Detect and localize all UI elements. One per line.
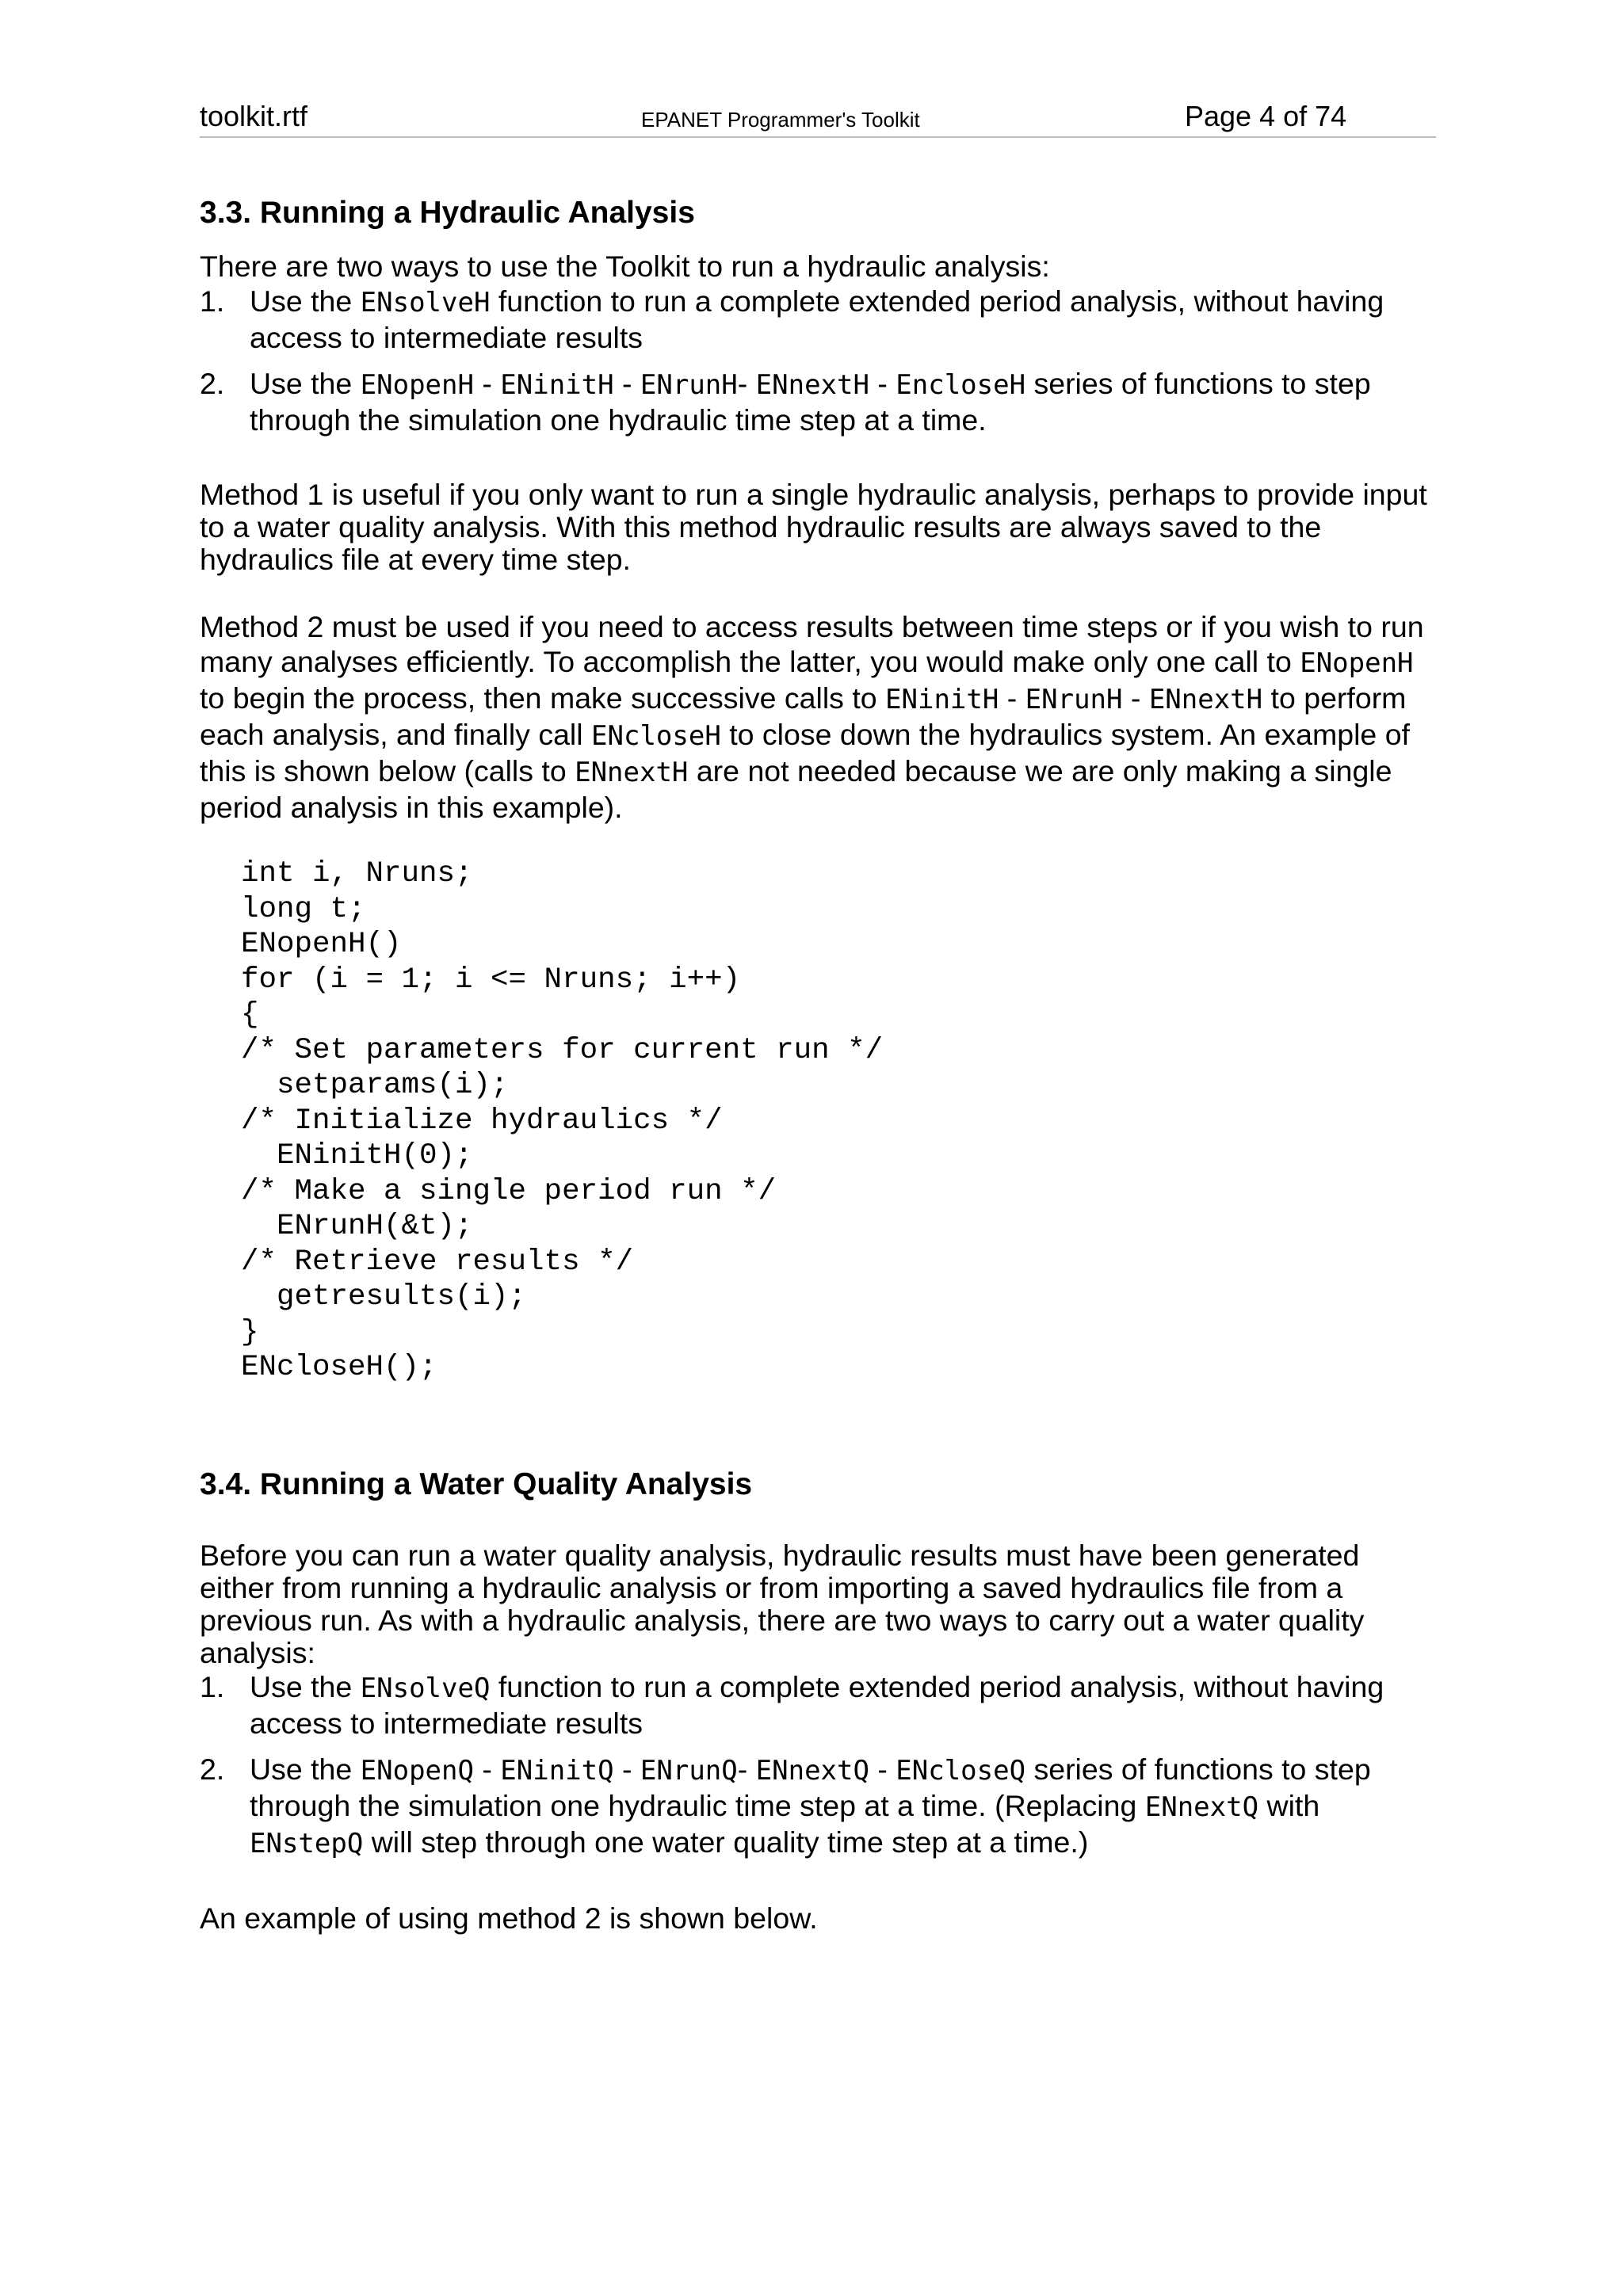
- list-number: 2.: [200, 367, 225, 400]
- closing-paragraph: An example of using method 2 is shown below.: [200, 1901, 818, 1935]
- function-name: ENnextQ: [1144, 1791, 1259, 1823]
- quality-intro-paragraph: Before you can run a water quality analysis, hydraulic results must have been generated either from running a hydraulic analysis or from importing a saved hydraulics file from a previous run. As with a hydraulic analysis, there are two ways to carry out a water quality analysis:: [200, 1538, 1365, 1669]
- function-name: ENsolveQ: [360, 1672, 491, 1704]
- hydraulic-intro-paragraph: There are two ways to use the Toolkit to run a hydraulic analysis:: [200, 250, 1050, 283]
- code-line: /* Set parameters for current run */: [241, 1033, 884, 1067]
- hydraulic-methods-list: [200, 284, 1436, 437]
- code-line: int i, Nruns;: [241, 857, 473, 891]
- code-line: /* Make a single period run */: [241, 1174, 777, 1208]
- list-number: 1.: [200, 284, 225, 318]
- header-doc-title: EPANET Programmer's Toolkit: [641, 108, 920, 132]
- function-name: ENnextH: [1148, 684, 1263, 715]
- code-line: ENopenH(): [241, 928, 402, 961]
- function-name: ENrunH: [640, 369, 738, 401]
- quality-methods-list: [200, 1669, 1436, 1861]
- header-filename: toolkit.rtf: [200, 100, 308, 132]
- function-name: ENinitH: [500, 369, 614, 401]
- code-line: getresults(i);: [241, 1280, 527, 1314]
- list-item: 2. Use the ENopenQ - ENinitQ - ENrunQ- ENnextQ - ENcloseQ series of functions to step through the simulation one hydraulic time step at a time. (Replacing ENnextQ with ENstepQ will step through one water quality time step at a time.): [200, 1752, 1371, 1859]
- section-heading-3-3: 3.3. Running a Hydraulic Analysis: [200, 196, 695, 230]
- function-name: ENsolveH: [360, 287, 491, 318]
- code-line: ENcloseH();: [241, 1351, 437, 1384]
- function-name: ENinitQ: [500, 1754, 614, 1787]
- function-name: ENopenH: [360, 369, 474, 401]
- code-line: setparams(i);: [241, 1069, 509, 1102]
- function-name: ENrunQ: [640, 1754, 738, 1787]
- function-name: ENnextH: [575, 757, 689, 788]
- code-line: /* Initialize hydraulics */: [241, 1104, 723, 1138]
- function-name: EncloseH: [896, 369, 1026, 401]
- function-name: ENopenH: [1300, 647, 1414, 679]
- section-heading-3-4: 3.4. Running a Water Quality Analysis: [200, 1466, 753, 1501]
- function-name: ENrunH: [1025, 684, 1123, 715]
- header-page-number: Page 4 of 74: [1185, 100, 1347, 132]
- code-line: }: [241, 1315, 259, 1349]
- list-number: 1.: [200, 1669, 225, 1703]
- code-line: ENrunH(&t);: [241, 1210, 473, 1243]
- code-line: /* Retrieve results */: [241, 1245, 634, 1279]
- list-item: 2. Use the ENopenH - ENinitH - ENrunH- ENnextH - EncloseH series of functions to step through the simulation one hydraulic time step at a time.: [200, 367, 1371, 437]
- document-body: [200, 193, 1436, 1936]
- code-line: ENinitH(0);: [241, 1139, 473, 1173]
- list-item: 1. Use the ENsolveQ function to run a complete extended period analysis, without having access to intermediate results: [200, 1669, 1384, 1740]
- code-example: [241, 856, 1436, 1386]
- function-name: ENnextQ: [755, 1754, 869, 1787]
- method1-paragraph: Method 1 is useful if you only want to run a single hydraulic analysis, perhaps to provide input to a water quality analysis. With this method hydraulic results are always saved to the hydraulics file at every time step.: [200, 478, 1427, 576]
- function-name: ENinitH: [885, 684, 999, 715]
- method2-paragraph: Method 2 must be used if you need to access results between time steps or if you wish to run many analyses efficiently. To accomplish the latter, you would make only one call to ENopenH to begin the process, then make successive calls to ENinitH - ENrunH - ENnextH to perform each analysis, and finally call ENcloseH to close down the hydraulics system. An example of this is shown below (calls to ENnextH are not needed because we are only making a single period analysis in this example).: [200, 610, 1424, 824]
- function-name: ENopenQ: [360, 1754, 474, 1787]
- function-name: ENcloseQ: [896, 1754, 1026, 1787]
- list-number: 2.: [200, 1752, 225, 1786]
- function-name: ENcloseH: [591, 720, 721, 752]
- function-name: ENnextH: [755, 369, 869, 401]
- list-item: 1. Use the ENsolveH function to run a complete extended period analysis, without having access to intermediate results: [200, 284, 1384, 354]
- code-line: long t;: [241, 892, 366, 926]
- code-line: for (i = 1; i <= Nruns; i++): [241, 963, 741, 997]
- function-name: ENstepQ: [250, 1827, 364, 1859]
- page-header: [200, 95, 1436, 138]
- code-line: {: [241, 998, 259, 1032]
